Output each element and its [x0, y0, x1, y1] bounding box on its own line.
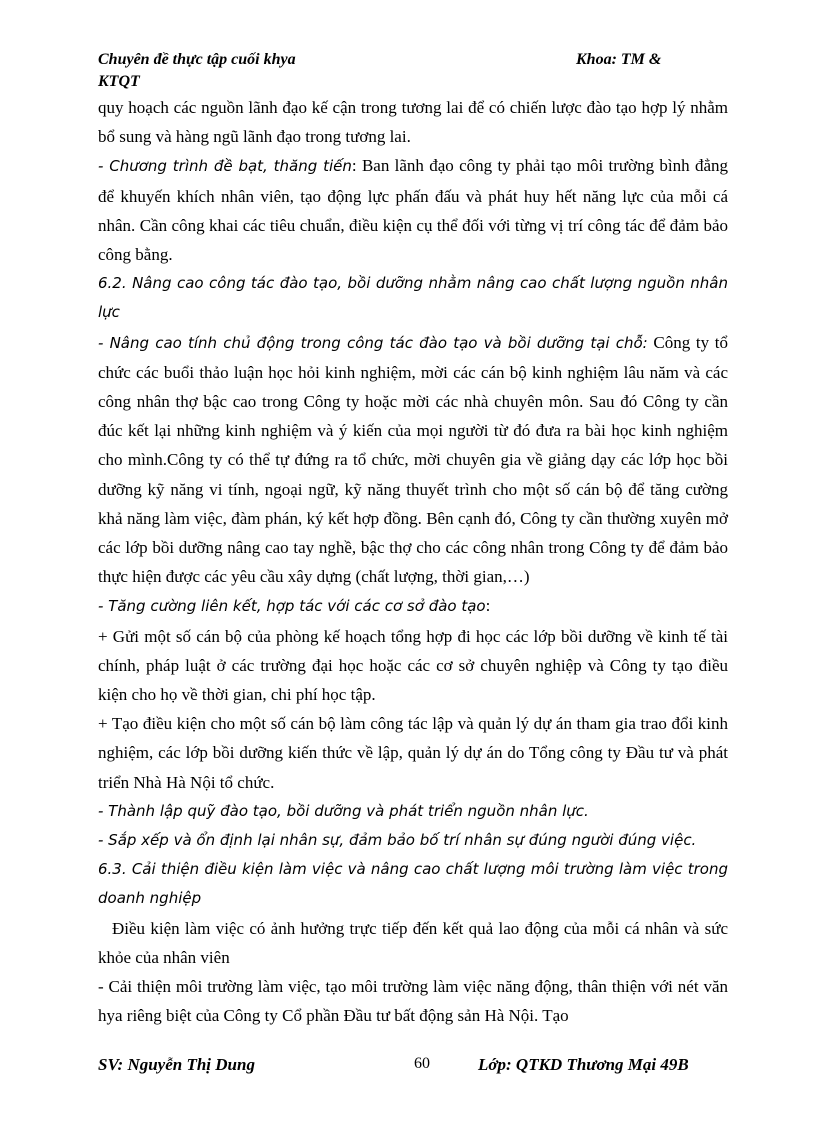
- paragraph: - Sắp xếp và ổn định lại nhân sự, đảm bảo bố trí nhân sự đúng người đúng việc.: [98, 831, 697, 850]
- page-number: 60: [414, 1055, 430, 1072]
- page-footer: [98, 1055, 728, 1079]
- item-text: Công ty tổ chức các buổi thảo luận học hỏi kinh nghiệm, mời các cán bộ kinh nghiệm lâu năm và các công nhân thợ bậc cao trong Công ty hoặc mời các nhà chuyên môn. Sau đó Công ty cần đúc kết lại những kinh nghiệm và ý kiến của mọi người từ đó đưa ra bài học kinh nghiệm cho mình.Công ty có thể tự đứng ra tổ chức, mời chuyên gia về giảng dạy các lớp học bồi dưỡng kỹ năng vi tính, ngoại ngữ, kỹ năng thuyết trình cho một số cán bộ để tăng cường khả năng làm việc, đàm phán, ký kết hợp đồng. Bên cạnh đó, Công ty cần thường xuyên mở các lớp bồi dưỡng nâng cao tay nghề, bậc thợ cho các công nhân trong Công ty để đảm bảo thực hiện được các yêu cầu xây dựng (chất lượng, thời gian,…): [98, 332, 728, 587]
- header-title: Chuyên đề thực tập cuối khya: [98, 51, 296, 68]
- paragraph: Điều kiện làm việc có ảnh hưởng trực tiếp đến kết quả lao động của mỗi cá nhân và sức khỏe của nhân viên: [98, 918, 728, 967]
- section-heading-6-3: 6.3. Cải thiện điều kiện làm việc và nâng cao chất lượng môi trường làm việc trong doanh nghiệp: [98, 860, 728, 908]
- paragraph: quy hoạch các nguồn lãnh đạo kế cận trong tương lai để có chiến lược đào tạo hợp lý nhằm bổ sung và hàng ngũ lãnh đạo trong tương lai.: [98, 98, 728, 147]
- paragraph: [98, 328, 728, 592]
- header-faculty-continuation: KTQT: [98, 73, 140, 90]
- footer-student: SV: Nguyễn Thị Dung: [98, 1055, 255, 1074]
- header-faculty: Khoa: TM &: [576, 51, 662, 68]
- section-heading-6-2: 6.2. Nâng cao công tác đào tạo, bồi dưỡng nhằm nâng cao chất lượng nguồn nhân lực: [98, 274, 728, 322]
- item-label: - Chương trình đề bạt, thăng tiến: [98, 157, 352, 176]
- page-body: [98, 93, 728, 1031]
- item-label: - Nâng cao tính chủ động trong công tác đào tạo và bồi dưỡng tại chỗ:: [98, 333, 648, 352]
- paragraph: - Thành lập quỹ đào tạo, bồi dưỡng và phát triển nguồn nhân lực.: [98, 801, 589, 820]
- footer-class: Lớp: QTKD Thương Mại 49B: [478, 1055, 689, 1074]
- item-text: : Ban lãnh đạo công ty phải tạo môi trường bình đẳng để khuyến khích nhân viên, tạo động lực phấn đấu và phát huy hết năng lực của mỗi cá nhân. Cần công khai các tiêu chuẩn, điều kiện cụ thể đối với từng vị trí công tác để đảm bảo công bằng.: [98, 156, 729, 265]
- item-label: - Tăng cường liên kết, hợp tác với các cơ sở đào tạo: [98, 597, 486, 616]
- item-text: :: [485, 596, 491, 616]
- paragraph: [98, 591, 728, 621]
- paragraph: + Gửi một số cán bộ của phòng kế hoạch tổng hợp đi học các lớp bồi dưỡng về kinh tế tài chính, pháp luật ở các trường đại học hoặc các cơ sở chuyên nghiệp và Công ty tạo điều kiện cho họ về thời gian, chi phí học tập.: [98, 626, 728, 705]
- paragraph: - Cải thiện môi trường làm việc, tạo môi trường làm việc năng động, thân thiện với nét văn hya riêng biệt của Công ty Cổ phần Đầu tư bất động sản Hà Nội. Tạo: [98, 977, 728, 1026]
- paragraph: + Tạo điều kiện cho một số cán bộ làm công tác lập và quản lý dự án tham gia trao đổi kinh nghiệm, các lớp bồi dưỡng kiến thức về lập, quản lý dự án do Tổng công ty Đầu tư và phát triển Nhà Hà Nội tổ chức.: [98, 714, 728, 792]
- paragraph: [98, 151, 728, 269]
